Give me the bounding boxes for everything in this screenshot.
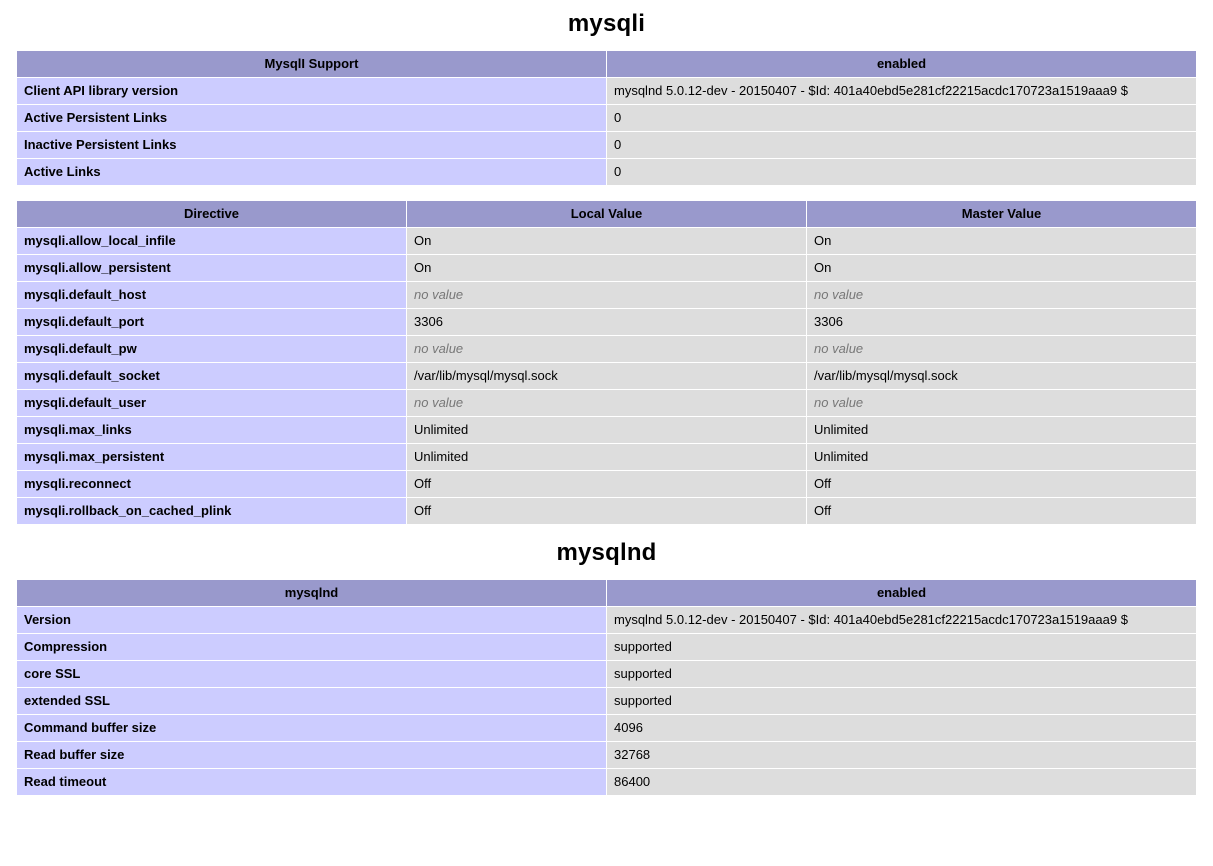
- row-key: Version: [17, 607, 607, 634]
- row-master-value: Unlimited: [807, 417, 1197, 444]
- table-row: [17, 607, 1197, 634]
- table-row: [17, 688, 1197, 715]
- page-title-mysqli: mysqli: [567, 10, 646, 37]
- row-master-value: 3306: [807, 309, 1197, 336]
- table-row: [17, 661, 1197, 688]
- mysqli-support-table: [16, 50, 1197, 186]
- row-key: mysqli.default_host: [17, 282, 407, 309]
- row-key: mysqli.default_user: [17, 390, 407, 417]
- row-value: 0: [607, 105, 1197, 132]
- table-row: [17, 444, 1197, 471]
- column-header: enabled: [607, 51, 1197, 78]
- row-local-value: On: [407, 255, 807, 282]
- row-key: Active Links: [17, 159, 607, 186]
- row-key: Compression: [17, 634, 607, 661]
- row-key: mysqli.max_links: [17, 417, 407, 444]
- row-local-value: Off: [407, 471, 807, 498]
- row-master-value: /var/lib/mysql/mysql.sock: [807, 363, 1197, 390]
- row-value: supported: [607, 688, 1197, 715]
- table-header-row: [17, 580, 1197, 607]
- table-row: [17, 471, 1197, 498]
- row-master-value: Unlimited: [807, 444, 1197, 471]
- row-key: Inactive Persistent Links: [17, 132, 607, 159]
- row-local-value: 3306: [407, 309, 807, 336]
- mysqlnd-support-table: [16, 579, 1197, 796]
- table-row: [17, 282, 1197, 309]
- row-master-value: Off: [807, 498, 1197, 525]
- row-local-value: /var/lib/mysql/mysql.sock: [407, 363, 807, 390]
- row-master-value: Off: [807, 471, 1197, 498]
- table-row: [17, 336, 1197, 363]
- row-key: Command buffer size: [17, 715, 607, 742]
- row-key: Client API library version: [17, 78, 607, 105]
- row-local-value: On: [407, 228, 807, 255]
- row-master-value: On: [807, 228, 1197, 255]
- row-local-value: Unlimited: [407, 444, 807, 471]
- table-row: [17, 363, 1197, 390]
- table-row: [17, 309, 1197, 336]
- row-local-value: no value: [407, 336, 807, 363]
- table-header-row: [17, 201, 1197, 228]
- table-row: [17, 78, 1197, 105]
- phpinfo-page: [0, 10, 1213, 796]
- table-row: [17, 159, 1197, 186]
- row-key: mysqli.max_persistent: [17, 444, 407, 471]
- row-local-value: no value: [407, 282, 807, 309]
- row-value: mysqlnd 5.0.12-dev - 20150407 - $Id: 401a40ebd5e281cf22215acdc170723a1519aaa9 $: [607, 607, 1197, 634]
- table-row: [17, 742, 1197, 769]
- row-value: 4096: [607, 715, 1197, 742]
- column-header: mysqlnd: [17, 580, 607, 607]
- table-row: [17, 132, 1197, 159]
- row-key: mysqli.default_pw: [17, 336, 407, 363]
- table-row: [17, 255, 1197, 282]
- row-key: Active Persistent Links: [17, 105, 607, 132]
- table-row: [17, 228, 1197, 255]
- row-local-value: Off: [407, 498, 807, 525]
- table-row: [17, 105, 1197, 132]
- table-row: [17, 769, 1197, 796]
- row-master-value: no value: [807, 282, 1197, 309]
- table-row: [17, 417, 1197, 444]
- row-key: mysqli.allow_local_infile: [17, 228, 407, 255]
- row-value: 0: [607, 132, 1197, 159]
- table-row: [17, 634, 1197, 661]
- table-header-row: [17, 51, 1197, 78]
- column-header: Local Value: [407, 201, 807, 228]
- column-header: MysqlI Support: [17, 51, 607, 78]
- mysqli-directives-table: [16, 200, 1197, 525]
- row-key: Read timeout: [17, 769, 607, 796]
- column-header: Directive: [17, 201, 407, 228]
- row-key: mysqli.allow_persistent: [17, 255, 407, 282]
- table-row: [17, 390, 1197, 417]
- column-header: enabled: [607, 580, 1197, 607]
- table-row: [17, 715, 1197, 742]
- row-local-value: no value: [407, 390, 807, 417]
- row-key: mysqli.rollback_on_cached_plink: [17, 498, 407, 525]
- row-key: mysqli.default_socket: [17, 363, 407, 390]
- row-master-value: On: [807, 255, 1197, 282]
- row-key: mysqli.default_port: [17, 309, 407, 336]
- row-value: supported: [607, 634, 1197, 661]
- page-title-mysqlnd: mysqlnd: [556, 539, 657, 566]
- row-key: Read buffer size: [17, 742, 607, 769]
- row-value: supported: [607, 661, 1197, 688]
- row-master-value: no value: [807, 336, 1197, 363]
- row-value: mysqlnd 5.0.12-dev - 20150407 - $Id: 401a40ebd5e281cf22215acdc170723a1519aaa9 $: [607, 78, 1197, 105]
- row-master-value: no value: [807, 390, 1197, 417]
- row-key: extended SSL: [17, 688, 607, 715]
- row-value: 0: [607, 159, 1197, 186]
- row-key: mysqli.reconnect: [17, 471, 407, 498]
- row-value: 86400: [607, 769, 1197, 796]
- row-local-value: Unlimited: [407, 417, 807, 444]
- column-header: Master Value: [807, 201, 1197, 228]
- row-key: core SSL: [17, 661, 607, 688]
- row-value: 32768: [607, 742, 1197, 769]
- table-row: [17, 498, 1197, 525]
